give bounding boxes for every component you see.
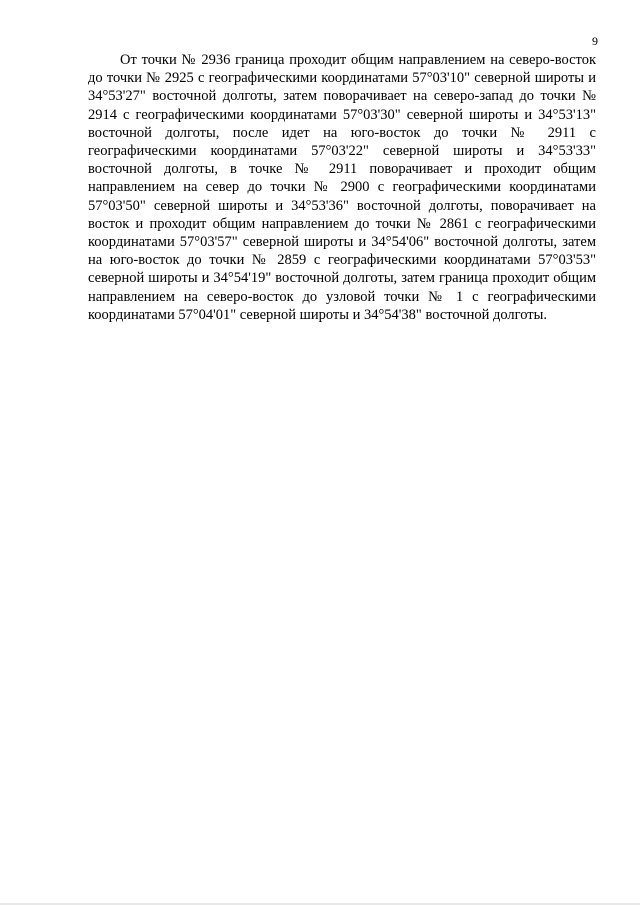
page-number: 9 [592, 34, 598, 48]
boundary-description-paragraph: От точки № 2936 граница проходит общим направлением на северо-восток до точки № 2925 с географическими координатами 57°03'10" северной широты и 34°53'27" восточной долготы, затем поворачивает на северо-запад до точки № 2914 с географическими координатами 57°03'30" северной широты и 34°53'13" восточной долготы, после идет на юго-восток до точки № 2911 с географическими координатами 57°03'22" северной широты и 34°53'33" восточной долготы, в точке № 2911 поворачивает и проходит общим направлением на север до точки № 2900 с географическими координатами 57°03'50" северной широты и 34°53'36" восточной долготы, поворачивает на восток и проходит общим направлением до точки № 2861 с географическими координатами 57°03'57" северной широты и 34°54'06" восточной долготы, затем на юго-восток до точки № 2859 с географическими координатами 57°03'53" северной широты и 34°54'19" восточной долготы, затем граница проходит общим направлением на северо-восток до узловой точки № 1 с географическими координатами 57°04'01" северной широты и 34°54'38" восточной долготы. [88, 52, 596, 323]
